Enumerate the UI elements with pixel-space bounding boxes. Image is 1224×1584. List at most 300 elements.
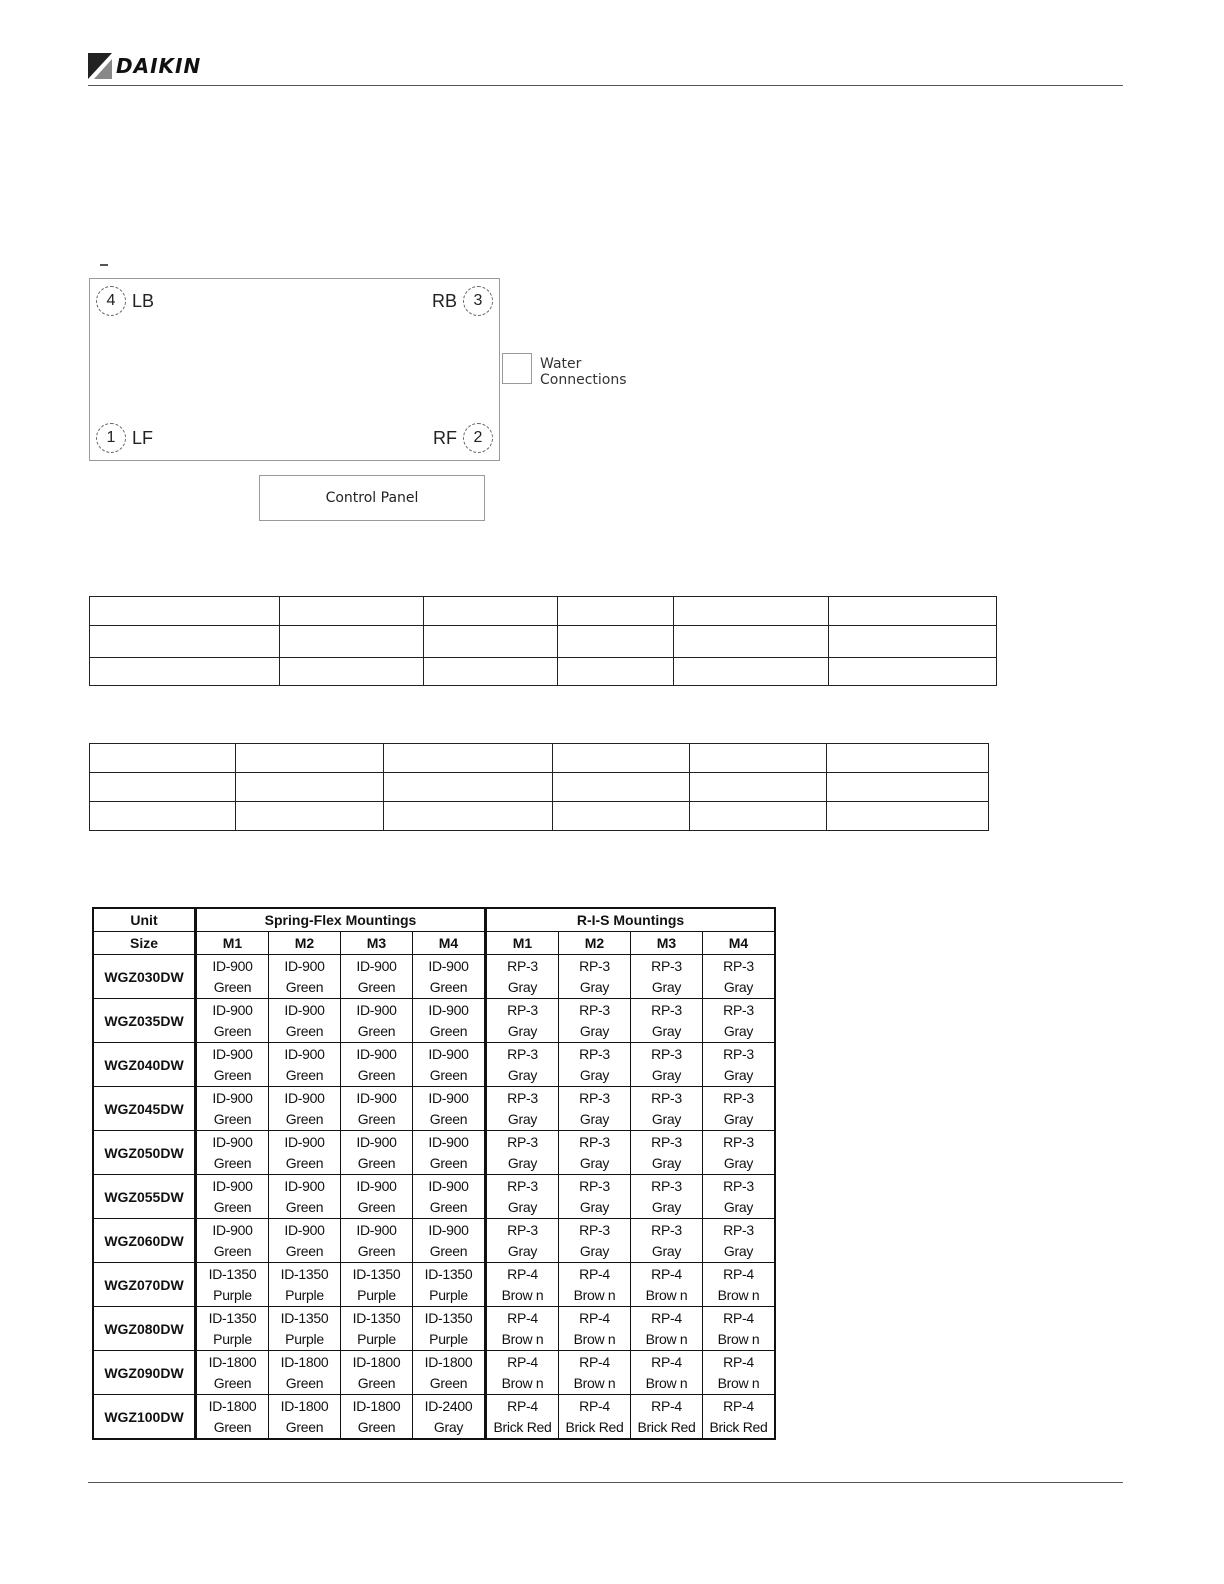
mounting-cell xyxy=(703,1175,776,1219)
table-row xyxy=(90,626,997,658)
mounting-cell xyxy=(486,1307,559,1351)
mount-color: Green xyxy=(429,978,468,995)
mounting-cell xyxy=(269,1043,341,1087)
mount-color: Green xyxy=(213,1418,252,1435)
unit-size-cell: WGZ035DW xyxy=(93,999,196,1043)
col-header: M1 xyxy=(196,932,269,955)
mount-model: ID-900 xyxy=(428,1177,469,1194)
corner-rf xyxy=(427,423,493,453)
mount-color: Purple xyxy=(213,1330,252,1347)
mounting-cell xyxy=(631,1043,703,1087)
unit-size-cell: WGZ060DW xyxy=(93,1219,196,1263)
mount-color: Gray xyxy=(579,1154,610,1171)
table-row xyxy=(90,597,997,626)
mounting-cell xyxy=(269,955,341,999)
mount-color: Gray xyxy=(651,1154,682,1171)
mounting-cell xyxy=(703,1131,776,1175)
mount-color: Green xyxy=(429,1198,468,1215)
mounting-cell xyxy=(269,1087,341,1131)
mount-color: Green xyxy=(357,1242,396,1259)
mount-model: ID-900 xyxy=(356,1221,397,1238)
table-row xyxy=(93,955,775,999)
mount-color: Gray xyxy=(651,1022,682,1039)
mount-color: Brick Red xyxy=(637,1418,696,1435)
mount-model: ID-900 xyxy=(428,1089,469,1106)
table-row xyxy=(90,744,989,773)
table-header-row xyxy=(93,908,775,932)
mounting-cell xyxy=(269,1175,341,1219)
mount-color: Purple xyxy=(285,1286,324,1303)
mount-color: Gray xyxy=(579,1242,610,1259)
mount-color: Brow n xyxy=(717,1330,760,1347)
mounting-cell xyxy=(341,955,413,999)
table-row xyxy=(93,1219,775,1263)
mount-model: ID-900 xyxy=(356,1089,397,1106)
mount-color: Green xyxy=(357,1198,396,1215)
mounting-table-body xyxy=(93,955,775,1440)
mounting-cell xyxy=(631,1351,703,1395)
mount-color: Gray xyxy=(723,978,754,995)
mounting-cell xyxy=(269,1351,341,1395)
mount-model: RP-3 xyxy=(723,1133,754,1150)
mount-model: RP-3 xyxy=(723,1089,754,1106)
mount-model: RP-3 xyxy=(507,1001,538,1018)
unit-size-cell: WGZ080DW xyxy=(93,1307,196,1351)
mount-color: Gray xyxy=(723,1154,754,1171)
mount-model: RP-3 xyxy=(651,957,682,974)
table-row xyxy=(93,1395,775,1440)
table-row xyxy=(93,1351,775,1395)
mounting-cell xyxy=(196,1351,269,1395)
mount-model: RP-3 xyxy=(723,1045,754,1062)
mount-model: ID-900 xyxy=(428,1133,469,1150)
mount-color: Green xyxy=(213,1110,252,1127)
unit-size-cell: WGZ045DW xyxy=(93,1087,196,1131)
mount-model: ID-900 xyxy=(428,1221,469,1238)
mount-model: ID-1800 xyxy=(280,1397,329,1414)
mount-model: ID-900 xyxy=(212,1045,253,1062)
mounting-cell xyxy=(486,1131,559,1175)
mounting-cell xyxy=(413,1219,486,1263)
mount-model: ID-900 xyxy=(212,1221,253,1238)
mount-model: ID-900 xyxy=(212,1089,253,1106)
mount-color: Gray xyxy=(579,1110,610,1127)
mount-color: Green xyxy=(285,978,324,995)
mounting-cell xyxy=(341,1219,413,1263)
mount-model: RP-4 xyxy=(651,1353,682,1370)
mount-color: Green xyxy=(429,1242,468,1259)
mount-model: ID-900 xyxy=(284,1045,325,1062)
mount-color: Gray xyxy=(651,978,682,995)
mount-model: RP-3 xyxy=(651,1133,682,1150)
ris-header: R-I-S Mountings xyxy=(486,908,776,932)
control-panel-box: Control Panel xyxy=(259,475,485,521)
mount-model: RP-3 xyxy=(579,957,610,974)
mount-color: Purple xyxy=(429,1286,468,1303)
unit-size-cell: WGZ050DW xyxy=(93,1131,196,1175)
mount-model: RP-4 xyxy=(651,1309,682,1326)
mounting-cell xyxy=(413,1395,486,1440)
table-row xyxy=(90,773,989,802)
mount-model: RP-3 xyxy=(579,1001,610,1018)
mount-model: RP-4 xyxy=(723,1397,754,1414)
mount-color: Gray xyxy=(507,1066,538,1083)
mount-color: Brow n xyxy=(645,1330,688,1347)
mount-model: ID-1350 xyxy=(424,1309,473,1326)
mounting-cell xyxy=(269,1131,341,1175)
mount-color: Brow n xyxy=(717,1286,760,1303)
mounting-cell xyxy=(269,1263,341,1307)
mount-model: RP-3 xyxy=(507,1089,538,1106)
mount-model: RP-3 xyxy=(723,1177,754,1194)
mounting-cell xyxy=(413,1351,486,1395)
mount-color: Green xyxy=(285,1066,324,1083)
mount-color: Green xyxy=(213,1022,252,1039)
mount-color: Gray xyxy=(579,1022,610,1039)
mount-color: Green xyxy=(285,1154,324,1171)
table-row xyxy=(93,1175,775,1219)
empty-table-2 xyxy=(89,743,989,831)
mounting-cell xyxy=(196,955,269,999)
mounting-cell xyxy=(486,1351,559,1395)
mount-color: Gray xyxy=(507,1242,538,1259)
mounting-cell xyxy=(341,1131,413,1175)
mounting-cell xyxy=(413,1131,486,1175)
mounting-cell xyxy=(559,1175,631,1219)
mounting-cell xyxy=(413,1263,486,1307)
mount-model: ID-900 xyxy=(428,957,469,974)
water-connections-box xyxy=(502,353,532,384)
mount-model: ID-1350 xyxy=(352,1309,401,1326)
mount-model: RP-4 xyxy=(507,1309,538,1326)
corner-number: 4 xyxy=(96,286,126,316)
mount-color: Brick Red xyxy=(493,1418,552,1435)
empty-table-1 xyxy=(89,596,997,686)
mount-model: ID-900 xyxy=(428,1001,469,1018)
mounting-cell xyxy=(486,955,559,999)
mount-model: RP-3 xyxy=(579,1177,610,1194)
mount-color: Green xyxy=(429,1374,468,1391)
mounting-cell xyxy=(703,1351,776,1395)
mounting-cell xyxy=(341,1395,413,1440)
mount-model: RP-3 xyxy=(507,1221,538,1238)
mount-model: RP-3 xyxy=(651,1177,682,1194)
mount-model: RP-4 xyxy=(579,1353,610,1370)
mount-color: Green xyxy=(213,978,252,995)
daikin-logo-icon xyxy=(88,53,112,79)
mounting-cell xyxy=(559,1219,631,1263)
mount-model: RP-3 xyxy=(507,957,538,974)
unit-size-header-1: Unit xyxy=(93,908,196,932)
mount-model: ID-900 xyxy=(428,1045,469,1062)
table-subheader-row xyxy=(93,932,775,955)
mount-color: Gray xyxy=(651,1242,682,1259)
col-header: M3 xyxy=(631,932,703,955)
col-header: M3 xyxy=(341,932,413,955)
mounting-cell xyxy=(196,1219,269,1263)
mount-color: Green xyxy=(285,1374,324,1391)
figure-mark xyxy=(100,264,108,266)
mounting-cell xyxy=(269,999,341,1043)
unit-size-header-2: Size xyxy=(93,932,196,955)
table-row xyxy=(93,1043,775,1087)
unit-size-cell: WGZ055DW xyxy=(93,1175,196,1219)
mounting-cell xyxy=(631,955,703,999)
mount-model: ID-900 xyxy=(356,1045,397,1062)
mounting-cell xyxy=(341,1175,413,1219)
mount-color: Brow n xyxy=(573,1330,616,1347)
mount-model: ID-1350 xyxy=(208,1265,257,1282)
mount-model: RP-3 xyxy=(507,1133,538,1150)
mount-color: Green xyxy=(357,978,396,995)
mounting-cell xyxy=(196,999,269,1043)
table-row xyxy=(90,802,989,831)
mounting-cell xyxy=(559,1395,631,1440)
mounting-cell xyxy=(269,1395,341,1440)
mounting-cell xyxy=(486,1175,559,1219)
mount-model: RP-3 xyxy=(651,1045,682,1062)
mount-color: Green xyxy=(357,1066,396,1083)
mounting-cell xyxy=(703,1263,776,1307)
mounting-cell xyxy=(631,1087,703,1131)
mount-model: RP-3 xyxy=(651,1221,682,1238)
mount-color: Purple xyxy=(213,1286,252,1303)
mount-model: RP-4 xyxy=(579,1397,610,1414)
mount-color: Brick Red xyxy=(565,1418,624,1435)
col-header: M1 xyxy=(486,932,559,955)
mount-color: Gray xyxy=(723,1198,754,1215)
brand-logo xyxy=(88,52,201,80)
mount-model: RP-4 xyxy=(651,1397,682,1414)
mount-model: ID-900 xyxy=(212,957,253,974)
mounting-cell xyxy=(196,1087,269,1131)
table-row xyxy=(93,999,775,1043)
table-row xyxy=(90,658,997,686)
mount-model: RP-3 xyxy=(579,1089,610,1106)
mount-color: Gray xyxy=(507,1022,538,1039)
mounting-cell xyxy=(341,1087,413,1131)
mount-color: Green xyxy=(213,1374,252,1391)
mounting-cell xyxy=(486,1219,559,1263)
mount-color: Gray xyxy=(651,1198,682,1215)
footer-rule xyxy=(88,1482,1123,1483)
mounting-cell xyxy=(413,1175,486,1219)
mounting-cell xyxy=(559,1351,631,1395)
header-rule xyxy=(88,85,1123,86)
table-row xyxy=(93,1307,775,1351)
mount-model: RP-3 xyxy=(579,1045,610,1062)
mount-color: Purple xyxy=(285,1330,324,1347)
mounting-cell xyxy=(631,1307,703,1351)
mounting-cell xyxy=(269,1219,341,1263)
mount-model: ID-900 xyxy=(356,957,397,974)
water-label-line-2: Connections xyxy=(540,372,627,388)
mounting-cell xyxy=(486,1395,559,1440)
unit-size-cell: WGZ040DW xyxy=(93,1043,196,1087)
mounting-cell xyxy=(341,1307,413,1351)
mounting-cell xyxy=(413,955,486,999)
mount-model: RP-4 xyxy=(507,1397,538,1414)
mounting-cell xyxy=(196,1043,269,1087)
mounting-cell xyxy=(341,1043,413,1087)
mount-color: Green xyxy=(213,1066,252,1083)
mounting-cell xyxy=(559,999,631,1043)
mounting-cell xyxy=(631,1175,703,1219)
mount-color: Brow n xyxy=(501,1286,544,1303)
mount-color: Gray xyxy=(579,978,610,995)
mount-model: ID-1800 xyxy=(424,1353,473,1370)
mount-model: ID-900 xyxy=(284,957,325,974)
mounting-cell xyxy=(559,1307,631,1351)
mounting-cell xyxy=(341,1351,413,1395)
mount-color: Green xyxy=(285,1242,324,1259)
mount-model: ID-900 xyxy=(212,1177,253,1194)
mount-color: Green xyxy=(357,1418,396,1435)
mounting-cell xyxy=(486,1043,559,1087)
mounting-cell xyxy=(703,1087,776,1131)
mount-model: ID-1800 xyxy=(208,1397,257,1414)
mount-color: Brow n xyxy=(501,1374,544,1391)
mounting-cell xyxy=(559,1087,631,1131)
mounting-cell xyxy=(703,955,776,999)
mount-color: Brow n xyxy=(717,1374,760,1391)
col-header: M4 xyxy=(703,932,776,955)
mount-color: Gray xyxy=(651,1110,682,1127)
mount-model: RP-4 xyxy=(507,1265,538,1282)
mounting-table xyxy=(92,907,776,1440)
corner-lf xyxy=(96,423,159,453)
mount-color: Green xyxy=(213,1154,252,1171)
table-row xyxy=(93,1087,775,1131)
mounting-cell xyxy=(196,1307,269,1351)
mounting-cell xyxy=(413,999,486,1043)
corner-number: 2 xyxy=(463,423,493,453)
corner-rb xyxy=(426,286,493,316)
corner-number: 3 xyxy=(463,286,493,316)
mount-color: Gray xyxy=(579,1198,610,1215)
corner-label: LB xyxy=(132,290,155,311)
water-label-line-1: Water xyxy=(540,356,582,372)
corner-label: RB xyxy=(431,290,457,311)
mounting-cell xyxy=(413,1087,486,1131)
mount-model: RP-3 xyxy=(507,1177,538,1194)
mount-color: Green xyxy=(429,1066,468,1083)
mount-color: Green xyxy=(213,1198,252,1215)
mount-color: Green xyxy=(285,1198,324,1215)
mount-color: Green xyxy=(213,1242,252,1259)
mount-model: RP-4 xyxy=(651,1265,682,1282)
mount-model: RP-3 xyxy=(651,1001,682,1018)
mount-color: Green xyxy=(285,1022,324,1039)
mount-model: ID-900 xyxy=(284,1221,325,1238)
mount-color: Green xyxy=(285,1418,324,1435)
mount-model: ID-900 xyxy=(284,1001,325,1018)
mounting-cell xyxy=(196,1263,269,1307)
mount-model: RP-3 xyxy=(507,1045,538,1062)
mounting-cell xyxy=(341,999,413,1043)
mount-model: RP-4 xyxy=(507,1353,538,1370)
corner-lb xyxy=(96,286,160,316)
mount-model: ID-1800 xyxy=(352,1353,401,1370)
col-header: M4 xyxy=(413,932,486,955)
mounting-cell xyxy=(703,1307,776,1351)
mounting-cell xyxy=(486,1087,559,1131)
mount-model: ID-900 xyxy=(356,1001,397,1018)
mount-color: Gray xyxy=(723,1242,754,1259)
mount-color: Green xyxy=(357,1110,396,1127)
mount-model: RP-3 xyxy=(723,957,754,974)
mounting-cell xyxy=(196,1395,269,1440)
corner-number: 1 xyxy=(96,423,126,453)
mount-model: RP-3 xyxy=(723,1221,754,1238)
mounting-cell xyxy=(703,1219,776,1263)
mount-model: ID-1800 xyxy=(208,1353,257,1370)
mounting-cell xyxy=(559,1263,631,1307)
mounting-cell xyxy=(703,999,776,1043)
mount-model: ID-900 xyxy=(284,1089,325,1106)
mount-color: Gray xyxy=(723,1066,754,1083)
mount-color: Gray xyxy=(723,1022,754,1039)
mount-model: ID-2400 xyxy=(424,1397,473,1414)
mount-color: Brick Red xyxy=(709,1418,768,1435)
mounting-cell xyxy=(631,1263,703,1307)
mounting-cell xyxy=(559,1043,631,1087)
table-row xyxy=(93,1263,775,1307)
mount-model: RP-4 xyxy=(579,1265,610,1282)
corner-label: LF xyxy=(132,427,154,448)
mount-color: Purple xyxy=(357,1330,396,1347)
mount-model: ID-900 xyxy=(284,1133,325,1150)
mount-color: Brow n xyxy=(645,1374,688,1391)
mount-model: ID-900 xyxy=(356,1133,397,1150)
mounting-cell xyxy=(486,1263,559,1307)
mount-model: RP-3 xyxy=(723,1001,754,1018)
brand-name: DAIKIN xyxy=(116,54,202,78)
mount-model: ID-1350 xyxy=(208,1309,257,1326)
col-header: M2 xyxy=(559,932,631,955)
mount-color: Gray xyxy=(507,1154,538,1171)
mounting-cell xyxy=(631,1131,703,1175)
mounting-cell xyxy=(196,1175,269,1219)
mount-color: Green xyxy=(429,1022,468,1039)
table-row xyxy=(93,1131,775,1175)
mounting-cell xyxy=(341,1263,413,1307)
mount-model: RP-4 xyxy=(723,1353,754,1370)
mount-color: Gray xyxy=(651,1066,682,1083)
mount-color: Green xyxy=(285,1110,324,1127)
mounting-cell xyxy=(269,1307,341,1351)
mounting-cell xyxy=(703,1043,776,1087)
mounting-cell xyxy=(413,1307,486,1351)
mount-model: RP-3 xyxy=(651,1089,682,1106)
mount-color: Green xyxy=(429,1110,468,1127)
mount-model: ID-1350 xyxy=(280,1309,329,1326)
mount-color: Brow n xyxy=(645,1286,688,1303)
mounting-cell xyxy=(559,1131,631,1175)
col-header: M2 xyxy=(269,932,341,955)
mount-color: Green xyxy=(357,1374,396,1391)
mount-color: Green xyxy=(357,1154,396,1171)
mount-model: ID-900 xyxy=(212,1001,253,1018)
unit-size-cell: WGZ070DW xyxy=(93,1263,196,1307)
mounting-cell xyxy=(413,1043,486,1087)
mount-model: ID-1350 xyxy=(352,1265,401,1282)
mount-model: ID-900 xyxy=(356,1177,397,1194)
mount-color: Gray xyxy=(507,1110,538,1127)
spring-flex-header: Spring-Flex Mountings xyxy=(196,908,486,932)
mount-model: RP-3 xyxy=(579,1221,610,1238)
mount-color: Brow n xyxy=(573,1374,616,1391)
